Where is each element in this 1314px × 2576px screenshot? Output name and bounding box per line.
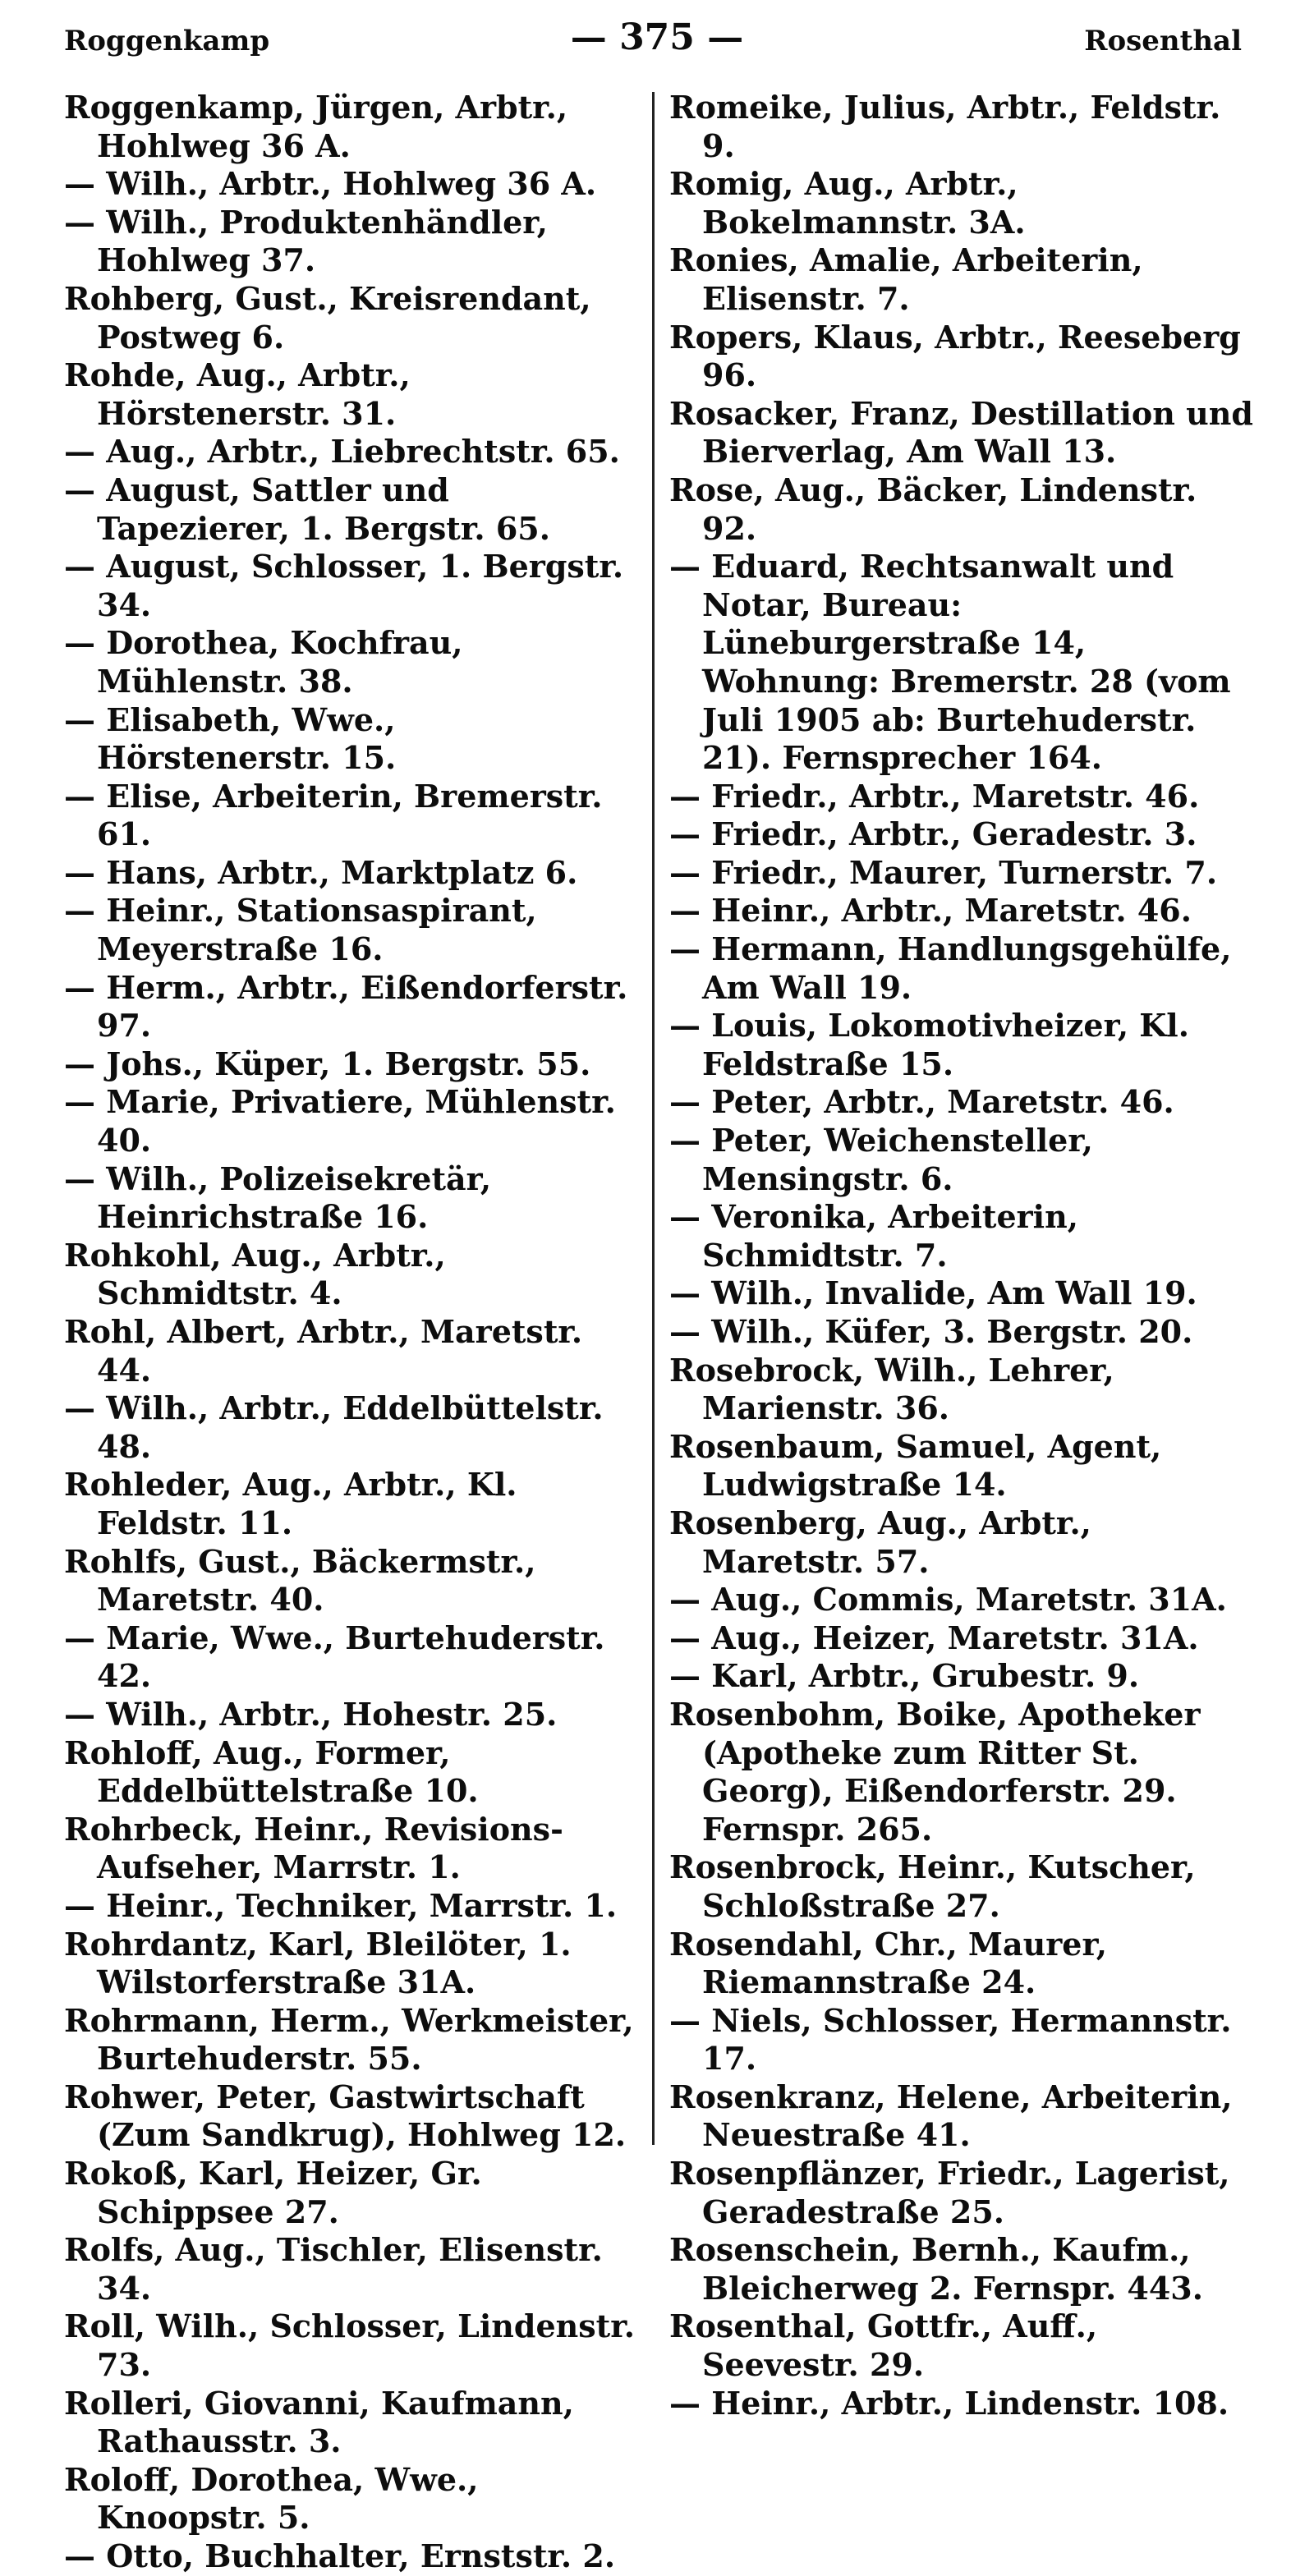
directory-entry: Rosenberg, Aug., Arbtr., Maretstr. 57. <box>669 1504 1091 1580</box>
directory-entry: Rolleri, Giovanni, Kaufmann, Rathausstr. 3. <box>64 2384 574 2460</box>
page-number: — 375 — <box>570 16 744 58</box>
directory-entry: — Wilh., Produktenhändler, Hohlweg 37. <box>64 203 548 279</box>
directory-entry: Rosenkranz, Helene, Arbeiterin, Neuestraße 41. <box>669 2078 1233 2154</box>
directory-entry: Rohrmann, Herm., Werkmeister, Burtehuderstr. 55. <box>64 2001 634 2078</box>
directory-entry: — August, Schlosser, 1. Bergstr. 34. <box>64 548 624 623</box>
directory-entry: — Otto, Buchhalter, Ernststr. 2. <box>64 2537 616 2574</box>
directory-entry: — Veronika, Arbeiterin, Schmidtstr. 7. <box>669 1198 1078 1274</box>
directory-entry: Rosebrock, Wilh., Lehrer, Marienstr. 36. <box>669 1351 1114 1427</box>
directory-entry: Rohde, Aug., Arbtr., Hörstenerstr. 31. <box>64 356 411 432</box>
directory-entry: Rose, Aug., Bäcker, Lindenstr. 92. <box>669 471 1197 547</box>
directory-entry: — Wilh., Küfer, 3. Bergstr. 20. <box>669 1313 1193 1350</box>
running-head-left: Roggenkamp <box>64 25 270 57</box>
directory-entry: — Elisabeth, Wwe., Hörstenerstr. 15. <box>64 700 397 777</box>
directory-entry: Rolfs, Aug., Tischler, Elisenstr. 34. <box>64 2231 603 2307</box>
directory-entry: — Niels, Schlosser, Hermannstr. 17. <box>669 2001 1232 2078</box>
directory-entry: — Marie, Privatiere, Mühlenstr. 40. <box>64 1083 616 1159</box>
column-divider <box>652 92 655 2145</box>
running-head-right: Rosenthal <box>1084 25 1242 57</box>
directory-entry: Rosenbaum, Samuel, Agent, Ludwigstraße 14. <box>669 1427 1162 1504</box>
directory-entry: Roloff, Dorothea, Wwe., Knoopstr. 5. <box>64 2460 479 2537</box>
directory-entry: — Johs., Küper, 1. Bergstr. 55. <box>64 1045 591 1082</box>
directory-entry: — Herm., Arbtr., Eißendorferstr. 97. <box>64 968 628 1045</box>
directory-entry: — Hans, Arbtr., Marktplatz 6. <box>64 853 578 891</box>
directory-entry: Rohrdantz, Karl, Bleilöter, 1. Wilstorferstraße 31A. <box>64 1925 572 2001</box>
directory-entry: — Friedr., Maurer, Turnerstr. 7. <box>669 853 1218 891</box>
directory-entry: — Wilh., Invalide, Am Wall 19. <box>669 1274 1197 1312</box>
directory-entry: Rohrbeck, Heinr., Revisions-Aufseher, Marrstr. 1. <box>64 1810 563 1886</box>
directory-entry: — Aug., Heizer, Maretstr. 31A. <box>669 1619 1199 1656</box>
directory-entry: — Elise, Arbeiterin, Bremerstr. 61. <box>64 777 603 853</box>
directory-entry: Roll, Wilh., Schlosser, Lindenstr. 73. <box>64 2307 635 2384</box>
directory-entry: Rosendahl, Chr., Maurer, Riemannstraße 24. <box>669 1925 1107 2001</box>
directory-entry: — Aug., Arbtr., Liebrechtstr. 65. <box>64 433 620 471</box>
directory-entry: Roggenkamp, Jürgen, Arbtr., Hohlweg 36 A. <box>64 89 568 164</box>
directory-entry: Rohberg, Gust., Kreisrendant, Postweg 6. <box>64 279 591 356</box>
directory-entry: Rokoß, Karl, Heizer, Gr. Schippsee 27. <box>64 2155 482 2230</box>
directory-entry: — Louis, Lokomotivheizer, Kl. Feldstraße 15. <box>669 1007 1189 1082</box>
directory-entry: Romig, Aug., Arbtr., Bokelmannstr. 3A. <box>669 165 1026 241</box>
directory-entry: Rosenbohm, Boike, Apotheker (Apotheke zum Ritter St. Georg), Eißendorferstr. 29. Fernspr. 265. <box>669 1695 1201 1848</box>
directory-entry: — Heinr., Stationsaspirant, Meyerstraße 16. <box>64 892 537 968</box>
directory-entry: Rohl, Albert, Arbtr., Maretstr. 44. <box>64 1313 583 1389</box>
directory-entry: Rohloff, Aug., Former, Eddelbüttelstraße 10. <box>64 1733 479 1810</box>
directory-entry: Rohleder, Aug., Arbtr., Kl. Feldstr. 11. <box>64 1466 517 1541</box>
directory-entry: — Dorothea, Kochfrau, Mühlenstr. 38. <box>64 624 463 700</box>
directory-entry: — Friedr., Arbtr., Maretstr. 46. <box>669 777 1200 815</box>
directory-entry: — Wilh., Arbtr., Eddelbüttelstr. 48. <box>64 1389 604 1465</box>
directory-entry: — Aug., Commis, Maretstr. 31A. <box>669 1581 1227 1619</box>
directory-entry: — Heinr., Techniker, Marrstr. 1. <box>64 1886 618 1924</box>
directory-entry: — Peter, Weichensteller, Mensingstr. 6. <box>669 1122 1093 1197</box>
directory-entry: Rohkohl, Aug., Arbtr., Schmidtstr. 4. <box>64 1236 446 1312</box>
directory-entry: — Peter, Arbtr., Maretstr. 46. <box>669 1083 1174 1121</box>
directory-entry: — Wilh., Arbtr., Hohlweg 36 A. <box>64 165 597 203</box>
directory-entry: — Friedr., Arbtr., Geradestr. 3. <box>669 815 1197 853</box>
directory-entry: — Hermann, Handlungsgehülfe, Am Wall 19. <box>669 930 1232 1006</box>
directory-entry: — Marie, Wwe., Burtehuderstr. 42. <box>64 1619 605 1695</box>
directory-entry: — Eduard, Rechtsanwalt und Notar, Bureau: Lüneburgerstraße 14, Wohnung: Bremerstr. 28 (vom Juli 1905 ab: Burtehuderstr. 21). Fernsprecher 164. <box>669 548 1231 777</box>
directory-entry: Rosenpflänzer, Friedr., Lagerist, Geradestraße 25. <box>669 2155 1230 2230</box>
directory-entry: — Wilh., Arbtr., Hohestr. 25. <box>64 1695 558 1733</box>
right-column <box>669 89 1257 2422</box>
directory-entry: Romeike, Julius, Arbtr., Feldstr. 9. <box>669 89 1221 164</box>
directory-entry: Rosenschein, Bernh., Kaufm., Bleicherweg 2. Fernspr. 443. <box>669 2231 1203 2307</box>
directory-entry: Rosacker, Franz, Destillation und Bierverlag, Am Wall 13. <box>669 394 1253 471</box>
directory-entry: Ronies, Amalie, Arbeiterin, Elisenstr. 7. <box>669 241 1143 317</box>
directory-entry: Rohlfs, Gust., Bäckermstr., Maretstr. 40. <box>64 1542 536 1619</box>
directory-entry: — August, Sattler und Tapezierer, 1. Bergstr. 65. <box>64 471 550 547</box>
directory-entry: — Karl, Arbtr., Grubestr. 9. <box>669 1657 1140 1695</box>
directory-entry: — Wilh., Polizeisekretär, Heinrichstraße 16. <box>64 1159 492 1236</box>
directory-entry: Rosenthal, Gottfr., Auff., Seevestr. 29. <box>669 2307 1098 2384</box>
directory-entry: — Heinr., Arbtr., Lindenstr. 108. <box>669 2384 1229 2422</box>
left-column <box>64 89 639 2576</box>
directory-entry: Rosenbrock, Heinr., Kutscher, Schloßstraße 27. <box>669 1848 1196 1924</box>
directory-entry: Ropers, Klaus, Arbtr., Reeseberg 96. <box>669 318 1241 394</box>
directory-entry: Rohwer, Peter, Gastwirtschaft (Zum Sandkrug), Hohlweg 12. <box>64 2078 627 2154</box>
directory-entry: — Heinr., Arbtr., Maretstr. 46. <box>669 892 1192 930</box>
